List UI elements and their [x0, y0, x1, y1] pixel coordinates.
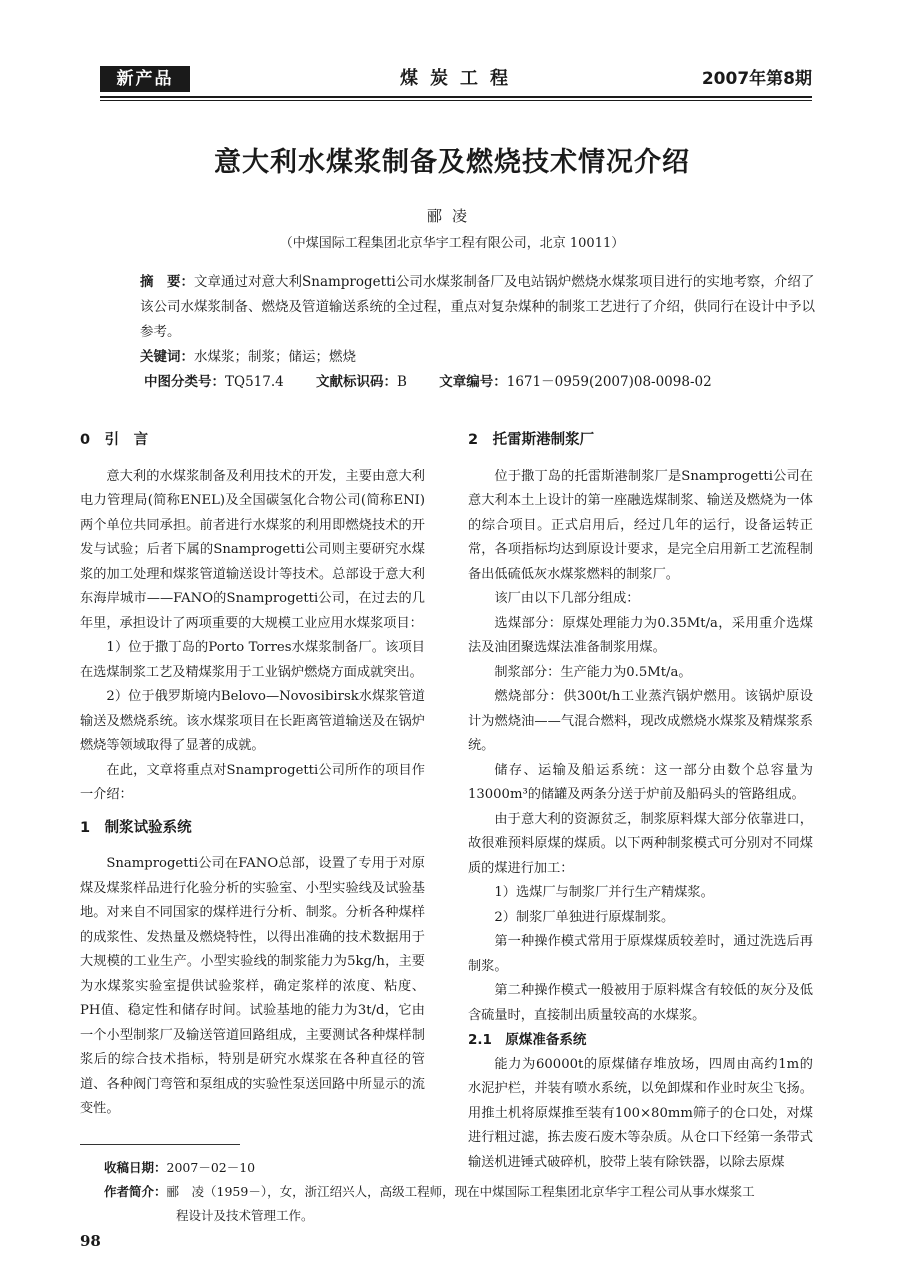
- keywords-label: 关键词：: [140, 349, 194, 365]
- footnotes: [104, 1156, 824, 1228]
- clc-value: TQ517.4: [225, 374, 284, 390]
- paragraph: 能力为60000t的原煤储存堆放场，四周由高约1m的水泥护栏，并装有喷水系统，以免卸煤和作业时灰尘飞扬。用推土机将原煤推至装有100×80mm筛子的仓口处，对煤进行粗过滤，拣去废石废木等杂质。从仓口下经第一条带式输送机进锤式破碎机，胶带上装有除铁器，以除去原煤: [468, 1056, 813, 1170]
- paragraph: 2）位于俄罗斯境内Belovo—Novosibirsk水煤浆管道输送及燃烧系统。该水煤浆项目在长距离管道输送及在锅炉燃烧等领域取得了显著的成就。: [80, 689, 425, 753]
- paragraph: 由于意大利的资源贫乏，制浆原料煤大部分依靠进口，故很难预料原煤的煤质。以下两种制浆模式可分别对不同煤质的煤进行加工：: [468, 811, 813, 876]
- paragraph: 位于撒丁岛的托雷斯港制浆厂是Snamprogetti公司在意大利本土上设计的第一座融选煤制浆、输送及燃烧为一体的综合项目。正式启用后，经过几年的运行，设备运转正常，各项指标均达到原设计要求，是完全启用新工艺流程制备出低硫低灰水煤浆燃料的制浆厂。: [468, 468, 813, 582]
- abstract: [110, 270, 820, 345]
- right-column: [468, 420, 813, 1175]
- paragraph: 1）选煤厂与制浆厂并行生产精煤浆。: [494, 885, 714, 900]
- paragraph: Snamprogetti公司在FANO总部，设置了专用于对原煤及煤浆样品进行化验分析的实验室、小型实验线及试验基地。对来自不同国家的煤样进行分析、制浆。分析各种煤样的成浆性、发热量及燃烧特性，以得出准确的技术数据用于大规模的工业生产。小型实验线的制浆能力为5kg/h，主要为水煤浆实验室提供试验浆样，确定浆样的浓度、粘度、PH值、稳定性和储存时间。试验基地的能力为3t/d，它由一个小型制浆厂及输送管道回路组成，主要测试各种煤样制浆后的综合技术指标，特别是研究水煤浆在各种直径的管道、各种阀门弯管和泵组成的实验性泵送回路中所显示的流变性。: [80, 856, 425, 1116]
- author-bio: [104, 1180, 824, 1204]
- paragraph: 1）位于撒丁岛的Porto Torres水煤浆制备厂。该项目在选煤制浆工艺及精煤浆用于工业锅炉燃烧方面成就突出。: [80, 640, 425, 680]
- classification-row: [110, 370, 820, 395]
- article-no-label: 文章编号：: [439, 374, 507, 390]
- footnote-rule: [80, 1144, 240, 1145]
- article-no-value: 1671－0959(2007)08-0098-02: [506, 374, 712, 390]
- left-column: [80, 420, 425, 1122]
- keywords: [110, 345, 820, 370]
- paragraph: 选煤部分：原煤处理能力为0.35Mt/a，采用重介选煤法及油团聚选煤法准备制浆用煤。: [468, 615, 813, 655]
- subsection-heading-raw-coal: 2.1 原煤准备系统: [468, 1032, 587, 1048]
- paragraph: 制浆部分：生产能力为0.5Mt/a。: [494, 664, 692, 680]
- bio-label: 作者简介：: [104, 1184, 167, 1199]
- section-tag: 新产品: [100, 66, 190, 92]
- paragraph: 第一种操作模式常用于原煤煤质较差时，通过洗选后再制浆。: [468, 934, 813, 974]
- abstract-block: [110, 270, 820, 395]
- article-title: 意大利水煤浆制备及燃烧技术情况介绍: [214, 147, 690, 178]
- clc-label: 中图分类号：: [144, 374, 225, 390]
- doc-code-label: 文献标识码：: [316, 374, 398, 390]
- paragraph: 该厂由以下几部分组成：: [494, 591, 640, 606]
- author-affiliation: （中煤国际工程集团北京华宇工程有限公司，北京 10011）: [279, 236, 625, 251]
- section-heading-plant: 2 托雷斯港制浆厂: [468, 432, 595, 448]
- bio-line1: 郦 凌（1959－），女，浙江绍兴人，高级工程师，现在中煤国际工程集团北京华宇工程公司从事水煤浆工: [166, 1184, 755, 1199]
- paragraph: 在此，文章将重点对Snamprogetti公司所作的项目作一介绍：: [80, 762, 425, 802]
- abstract-text: 文章通过对意大利Snamprogetti公司水煤浆制备厂及电站锅炉燃烧水煤浆项目进行的实地考察，介绍了该公司水煤浆制备、燃烧及管道输送系统的全过程，重点对复杂煤种的制浆工艺进行了介绍，供同行在设计中予以参考。: [140, 274, 815, 340]
- keywords-text: 水煤浆；制浆；储运；燃烧: [194, 349, 356, 365]
- journal-name: 煤炭工程: [400, 68, 520, 89]
- running-header: [100, 66, 812, 96]
- issue-label: 2007年第8期: [701, 69, 812, 89]
- header-rule: [100, 96, 812, 101]
- abstract-label: 摘 要：: [140, 274, 194, 290]
- author-bio-cont: 程设计及技术管理工作。: [176, 1208, 314, 1223]
- paragraph: 2）制浆厂单独进行原煤制浆。: [494, 909, 675, 925]
- paragraph: 第二种操作模式一般被用于原料煤含有较低的灰分及低含硫量时，直接制出质量较高的水煤浆。: [468, 983, 813, 1023]
- received-date: [104, 1156, 824, 1180]
- paragraph: 储存、运输及船运系统：这一部分由数个总容量为13000m³的储罐及两条分送于炉前及船码头的管路组成。: [468, 762, 813, 802]
- doc-code-value: B: [397, 374, 407, 390]
- page-number: 98: [80, 1232, 101, 1250]
- paragraph: 意大利的水煤浆制备及利用技术的开发，主要由意大利电力管理局(简称ENEL)及全国碳氢化合物公司(简称ENI)两个单位共同承担。前者进行水煤浆的利用即燃烧技术的开发与试验；后者下属的Snamprogetti公司则主要研究水煤浆的加工处理和煤浆管道输送设计等技术。总部设于意大利东海岸城市——FANO的Snamprogetti公司，在过去的几年里，承担设计了两项重要的大规模工业应用水煤浆项目：: [80, 468, 425, 631]
- author-name: 郦凌: [426, 207, 477, 225]
- section-heading-intro: 0 引 言: [80, 432, 149, 448]
- section-heading-test-system: 1 制浆试验系统: [80, 819, 192, 836]
- received-label: 收稿日期：: [104, 1160, 167, 1175]
- paragraph: 燃烧部分：供300t/h工业蒸汽锅炉燃用。该锅炉原设计为燃烧油——气混合燃料，现改成燃烧水煤浆及精煤浆系统。: [468, 689, 813, 753]
- received-value: 2007－02－10: [166, 1160, 256, 1175]
